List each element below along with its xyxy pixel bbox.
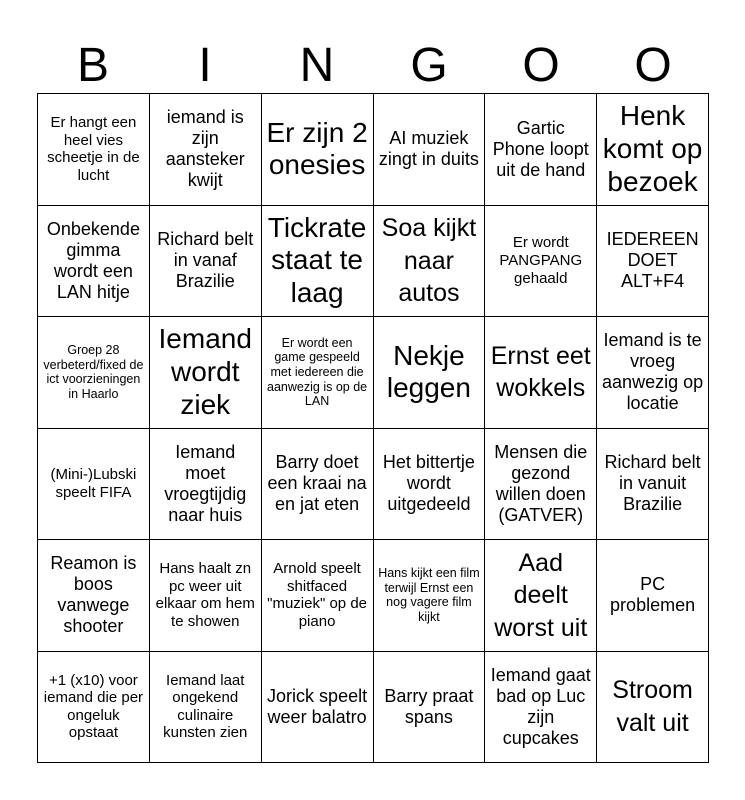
bingo-cell-r1-c6[interactable] <box>597 94 709 206</box>
cell-text: Er hangt een heel vies scheetje in de lucht <box>47 114 140 184</box>
header-letter-1: B <box>76 39 109 92</box>
bingo-cell-r6-c5[interactable] <box>485 652 597 764</box>
bingo-cell-r4-c2[interactable] <box>150 429 262 541</box>
cell-text: Nekje leggen <box>386 339 471 404</box>
cell-text: AI muziek zingt in duits <box>378 128 479 170</box>
cell-text: Arnold speelt shitfaced "muziek" op de piano <box>267 560 368 630</box>
bingo-cell-r5-c3[interactable] <box>262 540 374 652</box>
cell-text: Jorick speelt weer balatro <box>267 685 368 727</box>
header-letter-6: O <box>634 39 672 92</box>
bingo-cell-r4-c4[interactable] <box>374 429 486 541</box>
cell-text: Stroom valt uit <box>612 676 693 737</box>
bingo-cell-r6-c1[interactable] <box>38 652 150 764</box>
bingo-cell-r3-c2[interactable] <box>150 317 262 429</box>
bingo-cell-r4-c1[interactable] <box>38 429 150 541</box>
cell-text: Er wordt een game gespeeld met iedereen die aanwezig is op de LAN <box>267 335 368 409</box>
bingo-cell-r5-c4[interactable] <box>374 540 486 652</box>
cell-text: Iemand moet vroegtijdig naar huis <box>164 441 247 525</box>
bingo-cell-r5-c6[interactable] <box>597 540 709 652</box>
bingo-cell-r2-c5[interactable] <box>485 206 597 318</box>
cell-text: +1 (x10) voor iemand die per ongeluk opstaat <box>43 671 144 742</box>
cell-text: PC problemen <box>610 574 696 616</box>
cell-text: Hans kijkt een film terwijl Ernst een nog vagere film kijkt <box>378 566 480 624</box>
cell-text: Er wordt PANGPANG gehaald <box>499 234 583 287</box>
bingo-cell-r3-c6[interactable] <box>597 317 709 429</box>
cell-text: Gartic Phone loopt uit de hand <box>492 117 589 180</box>
bingo-cell-r2-c4[interactable] <box>374 206 486 318</box>
cell-text: Ernst eet wokkels <box>490 341 591 403</box>
cell-text: Iemand laat ongekend culinaire kunsten zien <box>163 671 248 742</box>
bingo-cell-r4-c3[interactable] <box>262 429 374 541</box>
bingo-cell-r2-c6[interactable] <box>597 206 709 318</box>
bingo-header <box>37 38 709 94</box>
bingo-cell-r1-c5[interactable] <box>485 94 597 206</box>
cell-text: Tickrate staat te laag <box>267 211 367 309</box>
bingo-cell-r3-c4[interactable] <box>374 317 486 429</box>
header-letter-2: I <box>198 39 212 92</box>
cell-text: Henk komt op bezoek <box>602 100 703 197</box>
bingo-cell-r3-c5[interactable] <box>485 317 597 429</box>
bingo-cell-r4-c6[interactable] <box>597 429 709 541</box>
bingo-cell-r1-c4[interactable] <box>374 94 486 206</box>
header-letter-3: N <box>299 39 335 92</box>
cell-text: Hans haalt zn pc weer uit elkaar om hem te showen <box>155 560 255 630</box>
cell-text: Er zijn 2 onesies <box>266 116 368 181</box>
bingo-cell-r2-c3[interactable] <box>262 206 374 318</box>
bingo-grid <box>37 93 709 763</box>
bingo-cell-r5-c2[interactable] <box>150 540 262 652</box>
cell-text: Iemand gaat bad op Luc zijn cupcakes <box>490 664 591 748</box>
bingo-cell-r6-c2[interactable] <box>150 652 262 764</box>
cell-text: Het bittertje wordt uitgedeeld <box>382 452 475 515</box>
bingo-cell-r4-c5[interactable] <box>485 429 597 541</box>
header-letter-5: O <box>522 39 560 92</box>
bingo-cell-r1-c1[interactable] <box>38 94 150 206</box>
cell-text: Richard belt in vanuit Brazilie <box>604 452 701 515</box>
cell-text: Soa kijkt naar autos <box>381 214 477 307</box>
cell-text: Reamon is boos vanwege shooter <box>50 553 137 637</box>
cell-text: IEDEREEN DOET ALT+F4 <box>606 229 699 292</box>
bingo-cell-r5-c1[interactable] <box>38 540 150 652</box>
cell-text: Barry doet een kraai na en jat eten <box>267 452 367 515</box>
bingo-cell-r6-c3[interactable] <box>262 652 374 764</box>
bingo-cell-r3-c3[interactable] <box>262 317 374 429</box>
bingo-cell-r5-c5[interactable] <box>485 540 597 652</box>
header-letter-4: G <box>410 39 448 92</box>
bingo-cell-r1-c3[interactable] <box>262 94 374 206</box>
cell-text: Richard belt in vanaf Brazilie <box>157 229 254 292</box>
cell-text: (Mini-)Lubski speelt FIFA <box>50 466 137 501</box>
cell-text: Groep 28 verbeterd/fixed de ict voorzieningen in Haarlo <box>43 343 144 401</box>
bingo-cell-r6-c6[interactable] <box>597 652 709 764</box>
bingo-cell-r2-c1[interactable] <box>38 206 150 318</box>
bingo-cell-r3-c1[interactable] <box>38 317 150 429</box>
cell-text: Onbekende gimma wordt een LAN hitje <box>46 218 140 302</box>
cell-text: Mensen die gezond willen doen (GATVER) <box>494 441 588 525</box>
bingo-cell-r1-c2[interactable] <box>150 94 262 206</box>
cell-text: Iemand is te vroeg aanwezig op locatie <box>602 330 704 414</box>
cell-text: Iemand wordt ziek <box>158 323 252 420</box>
cell-text: iemand is zijn aansteker kwijt <box>165 107 245 191</box>
bingo-cell-r6-c4[interactable] <box>374 652 486 764</box>
cell-text: Barry praat spans <box>384 685 474 727</box>
cell-text: Aad deelt worst uit <box>494 548 588 642</box>
bingo-cell-r2-c2[interactable] <box>150 206 262 318</box>
